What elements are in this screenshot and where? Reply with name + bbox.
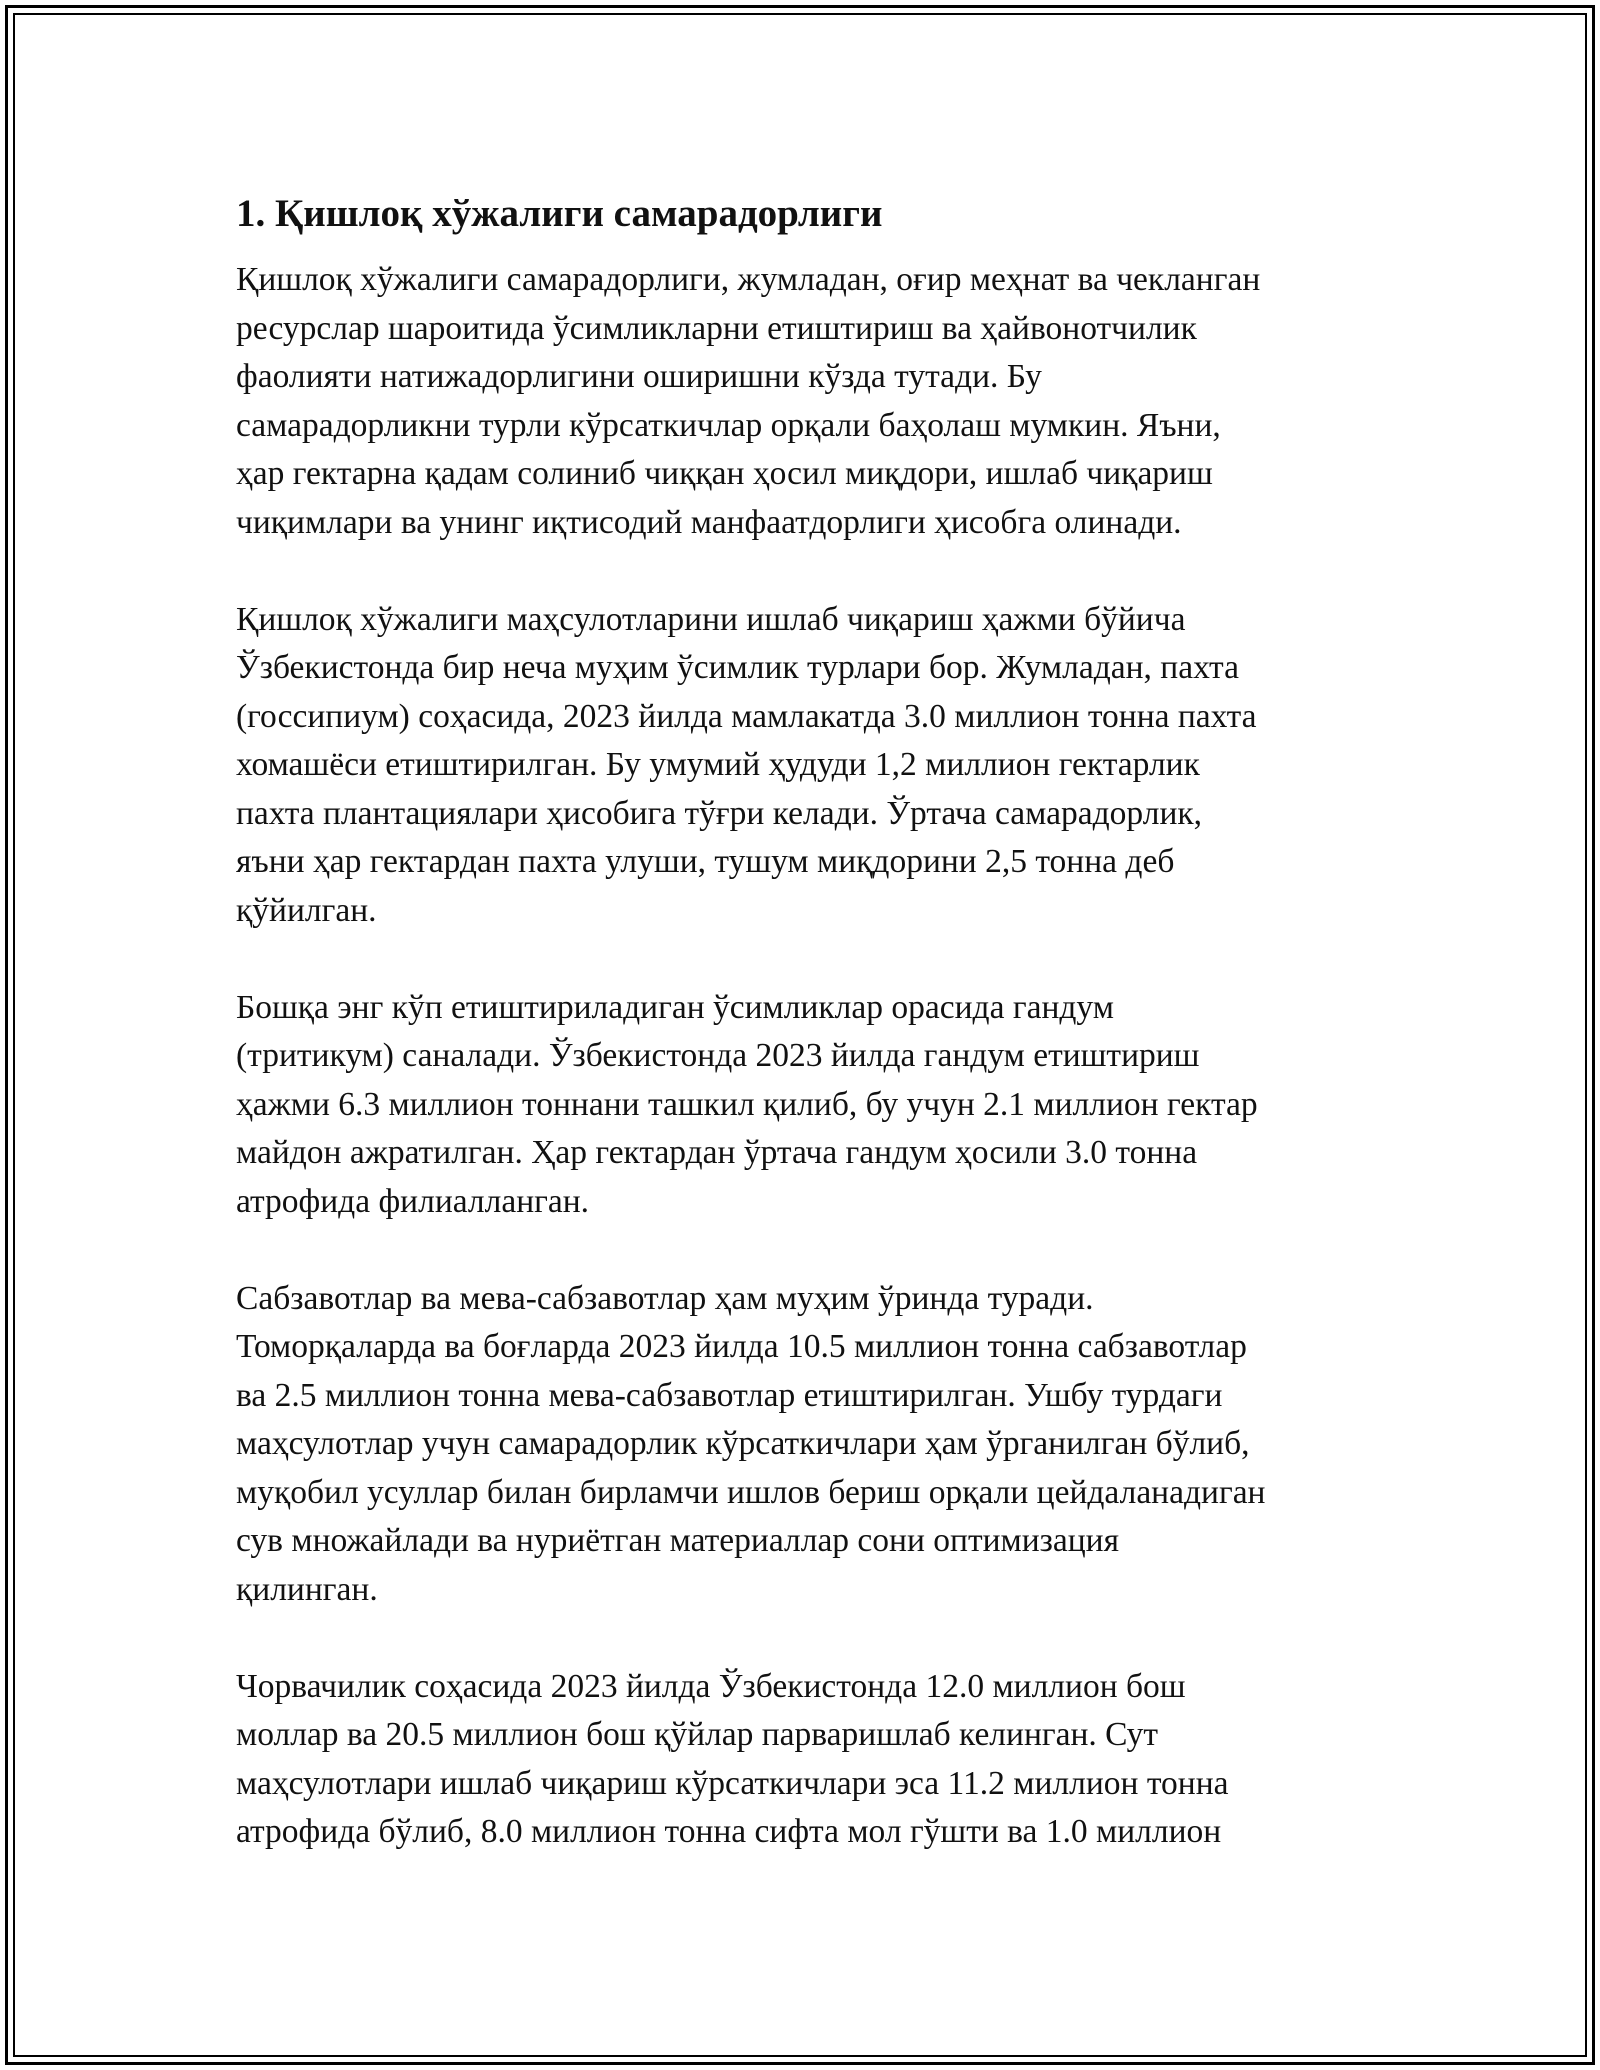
text-line: яъни ҳар гектардан пахта улуши, тушум миқдорини 2,5 тонна деб <box>236 843 1175 880</box>
text-line: самарадорликни турли кўрсаткичлар орқали баҳолаш мумкин. Яъни, <box>236 406 1221 444</box>
text-line: Чорвачилик соҳасида 2023 йилда Ўзбекистонда 12.0 миллион бош <box>236 1667 1186 1705</box>
text-line: атрофида филиалланган. <box>236 1182 590 1220</box>
text-line: хомашёси етиштирилган. Бу умумий ҳудуди 1,2 миллион гектарлик <box>236 746 1200 783</box>
section-heading: 1. Қишлоқ хўжалиги самарадорлиги <box>236 192 883 235</box>
text-line: Томорқаларда ва боғларда 2023 йилда 10.5 миллион тонна сабзавотлар <box>236 1328 1247 1365</box>
text-line: ҳажми 6.3 миллион тоннани ташкил қилиб, бу учун 2.1 миллион гектар <box>236 1085 1258 1123</box>
text-line: маҳсулотлари ишлаб чиқариш кўрсаткичлари эса 11.2 миллион тонна <box>236 1764 1229 1802</box>
text-line: моллар ва 20.5 миллион бош қўйлар парваришлаб келинган. Сут <box>236 1716 1159 1753</box>
text-line: Сабзавотлар ва мева-сабзавотлар ҳам муҳим ўринда туради. <box>236 1279 1094 1317</box>
text-line: фаолияти натижадорлигини оширишни кўзда тутади. Бу <box>236 358 1042 395</box>
paragraph <box>236 596 1372 936</box>
text-line: ресурслар шароитида ўсимликларни етиштириш ва ҳайвонотчилик <box>236 309 1197 347</box>
text-line: пахта плантациялари ҳисобига тўғри келади. Ўртача самарадорлик, <box>236 794 1203 832</box>
document-body <box>236 188 1372 1905</box>
text-line: сув множайлади ва нуриётган материаллар сони оптимизация <box>236 1522 1120 1559</box>
text-line: Ўзбекистонда бир неча муҳим ўсимлик турлари бор. Жумладан, пахта <box>236 649 1239 686</box>
text-line: атрофида бўлиб, 8.0 миллион тонна сифта мол гўшти ва 1.0 миллион <box>236 1813 1222 1850</box>
text-line: майдон ажратилган. Ҳар гектардан ўртача гандум ҳосили 3.0 тонна <box>236 1134 1198 1171</box>
text-line: Қишлоқ хўжалиги самарадорлиги, жумладан, оғир меҳнат ва чекланган <box>236 261 1261 298</box>
text-line: чиқимлари ва унинг иқтисодий манфаатдорлиги ҳисобга олинади. <box>236 503 1182 541</box>
text-line: ҳар гектарна қадам солиниб чиққан ҳосил миқдори, ишлаб чиқариш <box>236 455 1213 492</box>
text-line: Қишлоқ хўжалиги маҳсулотларини ишлаб чиқариш ҳажми бўйича <box>236 600 1186 638</box>
text-line: маҳсулотлар учун самарадорлик кўрсаткичлари ҳам ўрганилган бўлиб, <box>236 1425 1250 1462</box>
paragraph <box>236 256 1372 547</box>
paragraph-list <box>236 256 1372 1857</box>
paragraph <box>236 1663 1372 1857</box>
paragraph <box>236 1275 1372 1615</box>
text-line: муқобил усуллар билан бирламчи ишлов бериш орқали цейдаланадиган <box>236 1473 1266 1511</box>
text-line: (тритикум) саналади. Ўзбекистонда 2023 йилда гандум етиштириш <box>236 1037 1200 1074</box>
text-line: қилинган. <box>236 1570 378 1608</box>
text-line: (госсипиум) соҳасида, 2023 йилда мамлакатда 3.0 миллион тонна пахта <box>236 697 1257 735</box>
paragraph <box>236 984 1372 1227</box>
text-line: қўйилган. <box>236 891 377 929</box>
text-line: ва 2.5 миллион тонна мева-сабзавотлар етиштирилган. Ушбу турдаги <box>236 1376 1223 1414</box>
text-line: Бошқа энг кўп етиштириладиган ўсимликлар орасида гандум <box>236 988 1114 1026</box>
